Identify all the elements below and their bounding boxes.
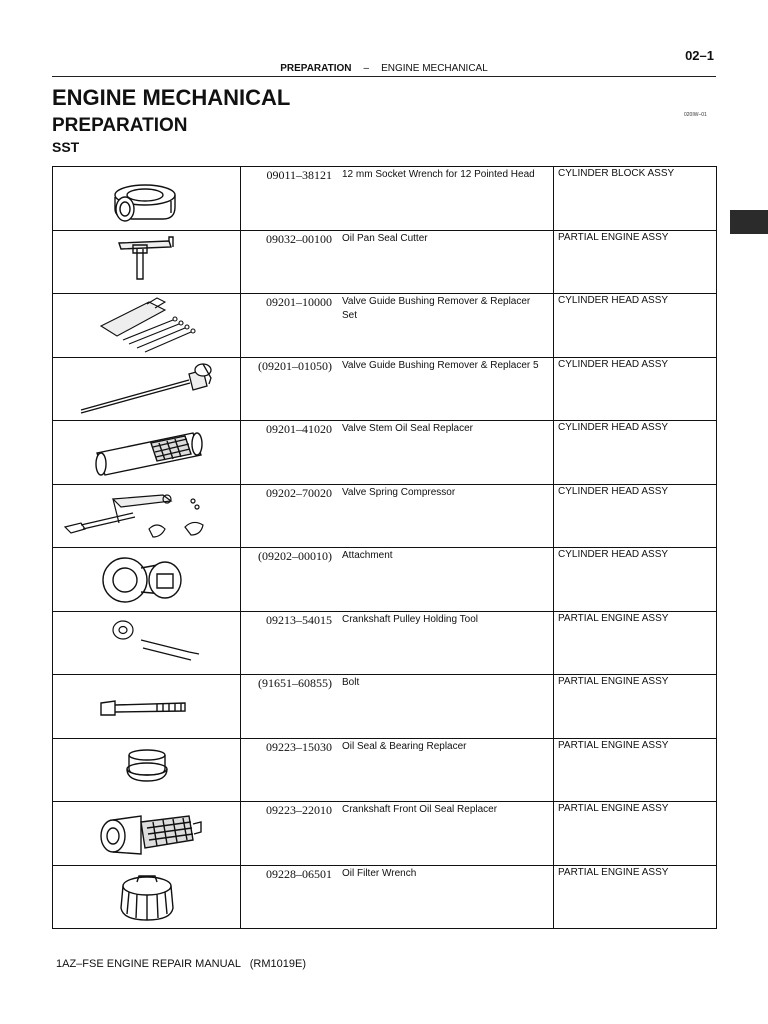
oil-filter-wrench-icon — [53, 866, 240, 927]
tool-image-cell — [53, 548, 241, 612]
tool-name: Bolt — [338, 675, 554, 739]
part-number: 09223–15030 — [241, 738, 339, 802]
part-number: 09223–22010 — [241, 802, 339, 866]
sst-table — [52, 166, 717, 929]
tool-name: Valve Stem Oil Seal Replacer — [338, 421, 554, 485]
tool-image-cell — [53, 738, 241, 802]
part-number: 09032–00100 — [241, 230, 339, 294]
running-head-chapter: ENGINE MECHANICAL — [381, 63, 488, 74]
tool-name: Valve Guide Bushing Remover & Replacer Set — [338, 294, 554, 358]
table-row — [53, 802, 717, 866]
running-head — [0, 63, 768, 74]
socket-wrench-icon — [53, 167, 240, 228]
part-number: 09202–70020 — [241, 484, 339, 548]
attachment-icon — [53, 548, 240, 609]
header-rule — [52, 76, 716, 77]
table-row — [53, 294, 717, 358]
section-tab — [730, 210, 768, 234]
tool-usage: CYLINDER HEAD ASSY — [554, 294, 717, 358]
tool-name: Oil Filter Wrench — [338, 865, 554, 929]
tool-image-cell — [53, 421, 241, 485]
front-seal-replacer-icon — [53, 802, 240, 863]
tool-image-cell — [53, 675, 241, 739]
part-number: 09201–10000 — [241, 294, 339, 358]
part-number: (09202–00010) — [241, 548, 339, 612]
seal-cutter-icon — [53, 231, 240, 292]
table-row — [53, 865, 717, 929]
running-head-dash: – — [363, 63, 370, 74]
tool-image-cell — [53, 230, 241, 294]
tool-usage: PARTIAL ENGINE ASSY — [554, 738, 717, 802]
tool-usage: PARTIAL ENGINE ASSY — [554, 802, 717, 866]
bearing-replacer-icon — [53, 739, 240, 800]
tool-name: 12 mm Socket Wrench for 12 Pointed Head — [338, 167, 554, 231]
table-row — [53, 738, 717, 802]
tool-usage: CYLINDER HEAD ASSY — [554, 421, 717, 485]
tool-usage: PARTIAL ENGINE ASSY — [554, 675, 717, 739]
tool-name: Valve Guide Bushing Remover & Replacer 5 — [338, 357, 554, 421]
section-heading: SST — [52, 139, 80, 155]
table-row — [53, 675, 717, 739]
page-title: ENGINE MECHANICAL — [52, 85, 291, 110]
stem-seal-replacer-icon — [53, 421, 240, 482]
bushing-set-icon — [53, 294, 240, 355]
pulley-holding-tool-icon — [53, 612, 240, 673]
table-row — [53, 167, 717, 231]
tool-image-cell — [53, 802, 241, 866]
table-row — [53, 484, 717, 548]
table-row — [53, 548, 717, 612]
part-number: 09228–06501 — [241, 865, 339, 929]
tool-usage: CYLINDER HEAD ASSY — [554, 548, 717, 612]
tool-name: Oil Seal & Bearing Replacer — [338, 738, 554, 802]
tool-image-cell — [53, 357, 241, 421]
tool-usage: CYLINDER HEAD ASSY — [554, 357, 717, 421]
tool-image-cell — [53, 484, 241, 548]
tool-usage: PARTIAL ENGINE ASSY — [554, 611, 717, 675]
bolt-icon — [53, 675, 240, 736]
document-code: 020IW–01 — [684, 112, 707, 118]
spring-compressor-icon — [53, 485, 240, 546]
tool-name: Crankshaft Pulley Holding Tool — [338, 611, 554, 675]
running-head-section: PREPARATION — [280, 63, 352, 74]
bushing-remover-icon — [53, 358, 240, 419]
tool-image-cell — [53, 611, 241, 675]
tool-image-cell — [53, 865, 241, 929]
part-number: 09011–38121 — [241, 167, 339, 231]
tool-name: Crankshaft Front Oil Seal Replacer — [338, 802, 554, 866]
table-row — [53, 611, 717, 675]
part-number: (91651–60855) — [241, 675, 339, 739]
tool-usage: CYLINDER HEAD ASSY — [554, 484, 717, 548]
part-number: (09201–01050) — [241, 357, 339, 421]
tool-name: Oil Pan Seal Cutter — [338, 230, 554, 294]
tool-usage: PARTIAL ENGINE ASSY — [554, 230, 717, 294]
table-row — [53, 421, 717, 485]
page-number: 02–1 — [685, 48, 714, 63]
tool-usage: PARTIAL ENGINE ASSY — [554, 865, 717, 929]
tool-image-cell — [53, 294, 241, 358]
tool-image-cell — [53, 167, 241, 231]
manual-footer: 1AZ–FSE ENGINE REPAIR MANUAL (RM1019E) — [56, 958, 307, 970]
part-number: 09201–41020 — [241, 421, 339, 485]
tool-name: Valve Spring Compressor — [338, 484, 554, 548]
page-subtitle: PREPARATION — [52, 115, 188, 136]
table-row — [53, 230, 717, 294]
tool-usage: CYLINDER BLOCK ASSY — [554, 167, 717, 231]
part-number: 09213–54015 — [241, 611, 339, 675]
tool-name: Attachment — [338, 548, 554, 612]
table-row — [53, 357, 717, 421]
